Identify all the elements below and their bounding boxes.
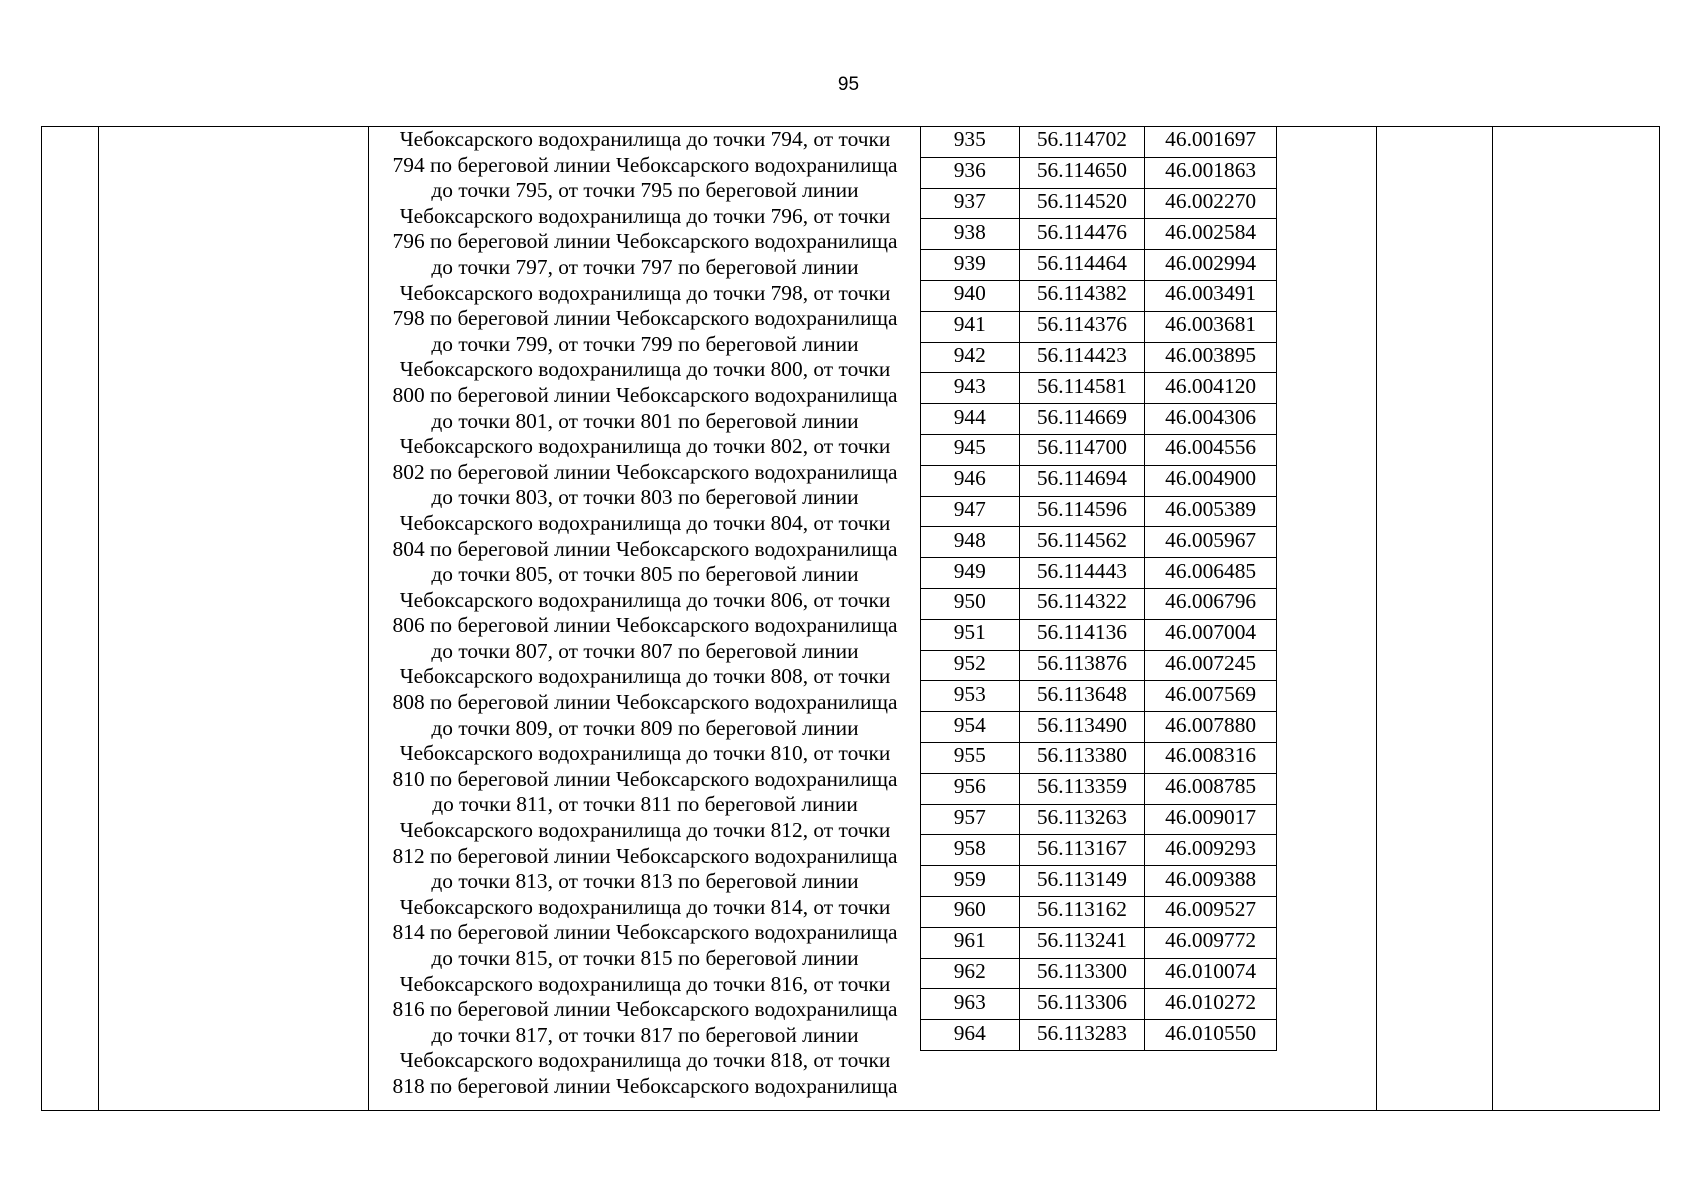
description-line: 816 по береговой линии Чебоксарского водохранилища [392,997,898,1022]
column-divider [368,126,369,1111]
longitude-cell: 46.001697 [1145,127,1277,158]
table-row [921,558,1277,589]
longitude-cell: 46.002584 [1145,219,1277,250]
point-number-cell: 964 [921,1020,1020,1051]
description-line: до точки 797, от точки 797 по береговой линии [431,254,859,279]
point-number-cell: 956 [921,773,1020,804]
table-row [921,619,1277,650]
latitude-cell: 56.114562 [1019,527,1145,558]
description-line: до точки 803, от точки 803 по береговой линии [431,485,859,510]
latitude-cell: 56.114136 [1019,619,1145,650]
latitude-cell: 56.114382 [1019,280,1145,311]
table-row [921,157,1277,188]
description-line: 806 по береговой линии Чебоксарского водохранилища [392,613,898,638]
longitude-cell: 46.006485 [1145,558,1277,589]
point-number-cell: 963 [921,989,1020,1020]
table-row [921,650,1277,681]
latitude-cell: 56.113876 [1019,650,1145,681]
description-line: Чебоксарского водохранилища до точки 818, от точки [399,1048,891,1073]
point-number-cell: 953 [921,681,1020,712]
point-number-cell: 952 [921,650,1020,681]
table-row [921,434,1277,465]
longitude-cell: 46.005389 [1145,496,1277,527]
longitude-cell: 46.009527 [1145,896,1277,927]
point-number-cell: 937 [921,188,1020,219]
table-row [921,989,1277,1020]
description-line: 810 по береговой линии Чебоксарского водохранилища [392,766,898,791]
table-row [921,219,1277,250]
table-row [921,866,1277,897]
longitude-cell: 46.007004 [1145,619,1277,650]
table-row [921,496,1277,527]
longitude-cell: 46.008316 [1145,742,1277,773]
point-number-cell: 958 [921,835,1020,866]
column-divider [1376,126,1377,1111]
table-row [921,127,1277,158]
description-line: Чебоксарского водохранилища до точки 804, от точки [399,510,891,535]
description-line: до точки 807, от точки 807 по береговой линии [431,638,859,663]
longitude-cell: 46.010550 [1145,1020,1277,1051]
table-row [921,188,1277,219]
table-row [921,835,1277,866]
description-line: до точки 815, от точки 815 по береговой линии [431,946,859,970]
table-row [921,404,1277,435]
latitude-cell: 56.113648 [1019,681,1145,712]
latitude-cell: 56.113359 [1019,773,1145,804]
point-number-cell: 957 [921,804,1020,835]
longitude-cell: 46.003681 [1145,311,1277,342]
latitude-cell: 56.114596 [1019,496,1145,527]
table-row [921,342,1277,373]
description-line: Чебоксарского водохранилища до точки 812, от точки [399,818,891,843]
table-row [921,804,1277,835]
latitude-cell: 56.114322 [1019,588,1145,619]
description-line: до точки 805, от точки 805 по береговой линии [431,562,859,587]
table-row [921,896,1277,927]
latitude-cell: 56.114694 [1019,465,1145,496]
description-line: 814 по береговой линии Чебоксарского водохранилища [392,920,898,945]
description-line: 800 по береговой линии Чебоксарского водохранилища [392,382,898,407]
description-line: Чебоксарского водохранилища до точки 800, от точки [399,357,891,382]
description-line: 812 по береговой линии Чебоксарского водохранилища [392,843,898,868]
point-number-cell: 936 [921,157,1020,188]
column-divider [98,126,99,1111]
point-number-cell: 949 [921,558,1020,589]
description-line: до точки 795, от точки 795 по береговой линии [431,178,859,203]
table-row [921,311,1277,342]
longitude-cell: 46.003491 [1145,280,1277,311]
point-number-cell: 943 [921,373,1020,404]
latitude-cell: 56.113380 [1019,742,1145,773]
latitude-cell: 56.114423 [1019,342,1145,373]
table-row [921,958,1277,989]
point-number-cell: 954 [921,712,1020,743]
longitude-cell: 46.006796 [1145,588,1277,619]
point-number-cell: 948 [921,527,1020,558]
page-number: 95 [837,74,860,95]
description-line: Чебоксарского водохранилища до точки 794, от точки [399,127,891,151]
table-row [921,773,1277,804]
longitude-cell: 46.005967 [1145,527,1277,558]
description-line: до точки 799, от точки 799 по береговой линии [431,331,859,356]
description-line: Чебоксарского водохранилища до точки 802, от точки [399,434,891,459]
point-number-cell: 945 [921,434,1020,465]
description-line: Чебоксарского водохранилища до точки 816, от точки [399,971,891,996]
latitude-cell: 56.114376 [1019,311,1145,342]
longitude-cell: 46.003895 [1145,342,1277,373]
description-line: 796 по береговой линии Чебоксарского водохранилища [392,229,898,254]
table-row [921,588,1277,619]
latitude-cell: 56.114520 [1019,188,1145,219]
table-row [921,742,1277,773]
latitude-cell: 56.113300 [1019,958,1145,989]
latitude-cell: 56.114700 [1019,434,1145,465]
point-number-cell: 935 [921,127,1020,158]
latitude-cell: 56.113283 [1019,1020,1145,1051]
point-number-cell: 960 [921,896,1020,927]
latitude-cell: 56.113167 [1019,835,1145,866]
latitude-cell: 56.114702 [1019,127,1145,158]
latitude-cell: 56.114581 [1019,373,1145,404]
latitude-cell: 56.113490 [1019,712,1145,743]
table-row [921,465,1277,496]
point-number-cell: 942 [921,342,1020,373]
latitude-cell: 56.114464 [1019,250,1145,281]
description-line: Чебоксарского водохранилища до точки 810, от точки [399,741,891,766]
description-line: 804 по береговой линии Чебоксарского водохранилища [392,536,898,561]
description-line: Чебоксарского водохранилища до точки 814, от точки [399,894,891,919]
longitude-cell: 46.004900 [1145,465,1277,496]
column-divider [1492,126,1493,1111]
latitude-cell: 56.114650 [1019,157,1145,188]
longitude-cell: 46.009293 [1145,835,1277,866]
description-line: 818 по береговой линии Чебоксарского водохранилища [392,1073,898,1098]
longitude-cell: 46.002270 [1145,188,1277,219]
description-line: Чебоксарского водохранилища до точки 798, от точки [399,280,891,305]
point-number-cell: 939 [921,250,1020,281]
latitude-cell: 56.113263 [1019,804,1145,835]
longitude-cell: 46.004306 [1145,404,1277,435]
latitude-cell: 56.113149 [1019,866,1145,897]
description-line: до точки 817, от точки 817 по береговой линии [431,1022,859,1047]
longitude-cell: 46.010074 [1145,958,1277,989]
latitude-cell: 56.113306 [1019,989,1145,1020]
point-number-cell: 959 [921,866,1020,897]
longitude-cell: 46.008785 [1145,773,1277,804]
point-number-cell: 941 [921,311,1020,342]
table-row [921,712,1277,743]
description-line: 802 по береговой линии Чебоксарского водохранилища [392,459,898,484]
description-line: 798 по береговой линии Чебоксарского водохранилища [392,306,898,331]
longitude-cell: 46.009388 [1145,866,1277,897]
description-line: Чебоксарского водохранилища до точки 808, от точки [399,664,891,689]
table-row [921,681,1277,712]
table-row [921,527,1277,558]
point-number-cell: 951 [921,619,1020,650]
table-row [921,280,1277,311]
description-line: до точки 811, от точки 811 по береговой линии [432,792,858,817]
latitude-cell: 56.113241 [1019,927,1145,958]
coordinates-table [920,126,1277,1051]
point-number-cell: 938 [921,219,1020,250]
boundary-description [370,127,920,1100]
longitude-cell: 46.007569 [1145,681,1277,712]
point-number-cell: 955 [921,742,1020,773]
longitude-cell: 46.004120 [1145,373,1277,404]
longitude-cell: 46.007880 [1145,712,1277,743]
longitude-cell: 46.010272 [1145,989,1277,1020]
point-number-cell: 950 [921,588,1020,619]
table-row [921,373,1277,404]
point-number-cell: 944 [921,404,1020,435]
longitude-cell: 46.009017 [1145,804,1277,835]
longitude-cell: 46.002994 [1145,250,1277,281]
latitude-cell: 56.114476 [1019,219,1145,250]
latitude-cell: 56.114669 [1019,404,1145,435]
latitude-cell: 56.114443 [1019,558,1145,589]
point-number-cell: 946 [921,465,1020,496]
longitude-cell: 46.001863 [1145,157,1277,188]
description-line: до точки 801, от точки 801 по береговой линии [431,408,859,433]
point-number-cell: 947 [921,496,1020,527]
description-line: 794 по береговой линии Чебоксарского водохранилища [392,152,898,177]
description-line: до точки 809, от точки 809 по береговой линии [431,715,859,740]
latitude-cell: 56.113162 [1019,896,1145,927]
point-number-cell: 961 [921,927,1020,958]
point-number-cell: 940 [921,280,1020,311]
table-row [921,250,1277,281]
description-line: до точки 813, от точки 813 по береговой линии [431,869,859,894]
table-row [921,927,1277,958]
description-line: Чебоксарского водохранилища до точки 796, от точки [399,203,891,228]
longitude-cell: 46.004556 [1145,434,1277,465]
table-row [921,1020,1277,1051]
description-line: Чебоксарского водохранилища до точки 806, от точки [399,587,891,612]
point-number-cell: 962 [921,958,1020,989]
longitude-cell: 46.007245 [1145,650,1277,681]
description-line: 808 по береговой линии Чебоксарского водохранилища [392,690,898,715]
longitude-cell: 46.009772 [1145,927,1277,958]
